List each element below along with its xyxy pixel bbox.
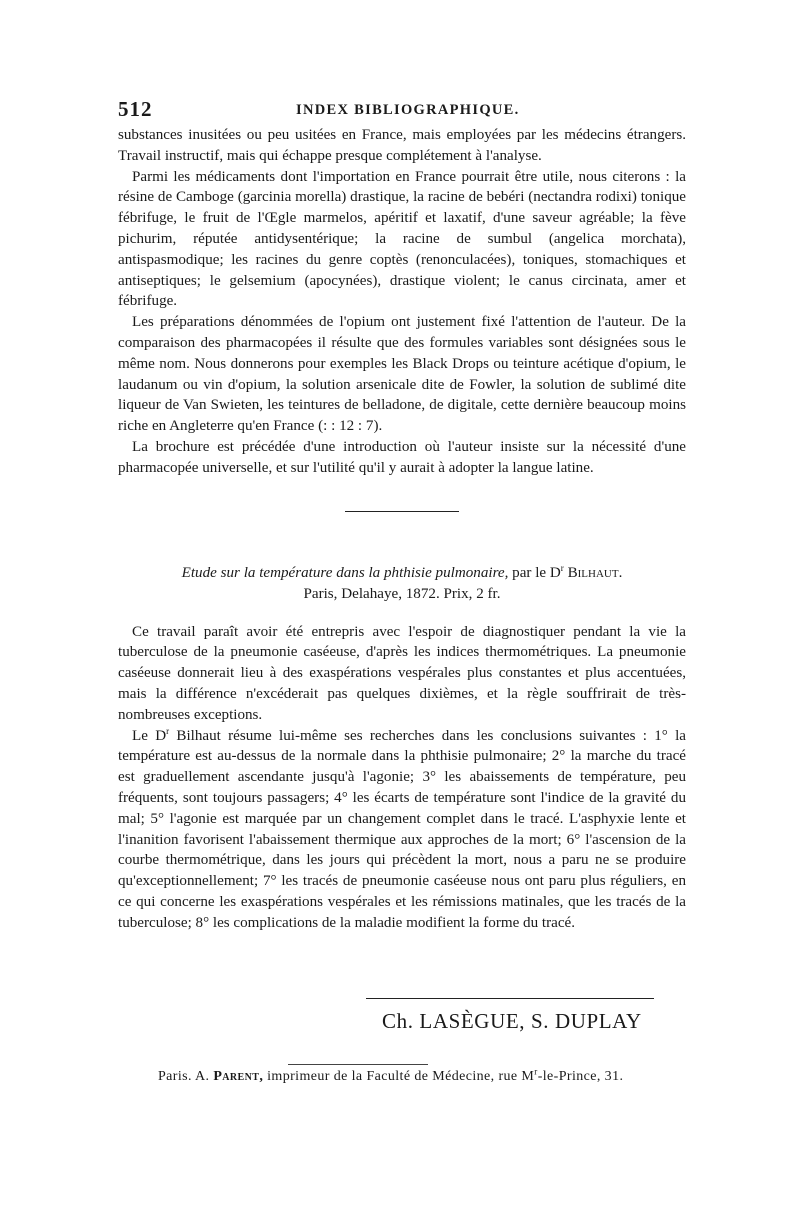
intro-paragraph: substances inusitées ou peu usitées en France, mais employées par les médecins étrangers. Travail instructif, mais qui échappe presque complétement à l'analyse. [118, 127, 686, 164]
review-work-title: Etude sur la température dans la phthisie pulmonaire, [181, 564, 509, 581]
review-paragraph: Le $D^r$ Bilhaut résume lui-même ses recherches dans les conclusions suivantes : 1° la température est au-dessus de la normale dans la phthisie pulmonaire; 2° la marche du tracé est graduellement ascendante jusqu'à l'agonie; 3° les abaissements de température, peu fréquents, sont toujours passagers; 4° les écarts de température sont l'indice de la gravité du mal; 5° l'agonie est marquée par un changement complet dans le tracé. L'asphyxie lente et l'inanition favorisent l'abaissement thermique aux approches de la mort; 6° l'ascension de la courbe thermométrique, dans les jours qui précèdent la mort, nous a paru ne se produire qu'exceptionnellement; 7° les tracés de pneumonie caséeuse nous ont paru plus réguliers, en ce qui concerne les exaspérations vespérales et les rémissions matinales, que les tracés de la tuberculose; 8° les complications de la maladie modifient la forme du tracé. [118, 725, 686, 931]
intro-paragraph: Les préparations dénommées de l'opium ont justement fixé l'attention de l'auteur. De la comparaison des pharmacopées il résulte que des formules variables sont désignées sous le même nom. Nous donnerons pour exemples les Black Drops ou teinture acétique d'opium, le laudanum ou vin d'opium, la solution arsenicale dite de Fowler, la solution de sublimé dite liqueur de Van Swieten, les teintures de belladone, de digitale, cette dernière beaucoup moins riche en Angleterre qu'en France (: : 12 : 7). [118, 314, 686, 435]
page-number: 512 [118, 97, 153, 121]
intro-section [118, 125, 686, 479]
running-title: INDEX BIBLIOGRAPHIQUE. [296, 102, 520, 118]
section-divider [345, 511, 459, 512]
printer-name: Parent, [213, 1068, 264, 1084]
review-paragraph: Ce travail paraît avoir été entrepris avec l'espoir de diagnostiquer pendant la vie la tuberculose de la pneumonie caséeuse, d'après les indices thermométriques. La pneumonie caséeuse donnerait lieu à des exaspérations vespérales plus constantes et plus accentuées, mais la différence n'excéderait pas quelques dixièmes, et la règle souffrirait de très-nombreuses exceptions. [118, 623, 686, 723]
signature-rule [366, 998, 654, 999]
review-body [118, 622, 686, 934]
page [118, 95, 686, 1085]
review-publication: Paris, Delahaye, 1872. Prix, 2 fr. [303, 585, 501, 602]
intro-paragraph: La brochure est précédée d'une introduction où l'auteur insiste sur la nécessité d'une pharmacopée universelle, et sur l'utilité qu'il y aurait à adopter la langue latine. [118, 438, 686, 476]
signature: Ch. LASÈGUE, S. DUPLAY [382, 1008, 642, 1033]
review-by: par le $D^r$ [512, 562, 564, 581]
intro-paragraph: Parmi les médicaments dont l'importation en France pourrait être utile, nous citerons : la résine de Camboge (garcinia morella) drastique, la racine de bebéri (nectandra rodixi) tonique fébrifuge, le fruit de l'Œgle marmelos, apéritif et laxatif, d'une saveur agréable; la fève pichurim, réputée antidysentérique; la racine de sumbul (angelica morchata), antispasmodique; les racines du genre coptès (renonculacées), toniques, stomachiques et antiseptiques; le gelsemium (apocynées), drastique violent; le canus circinata, amer et fébrifuge. [118, 168, 686, 310]
page-header [118, 95, 686, 125]
review-title [118, 563, 686, 605]
review-author: Bilhaut. [567, 564, 623, 581]
footer-rule [288, 1064, 428, 1065]
printer-imprint: Paris. A. Parent, imprimeur de la Faculté de Médecine, rue $M^r-le$-Prince, 31. [158, 1065, 624, 1084]
